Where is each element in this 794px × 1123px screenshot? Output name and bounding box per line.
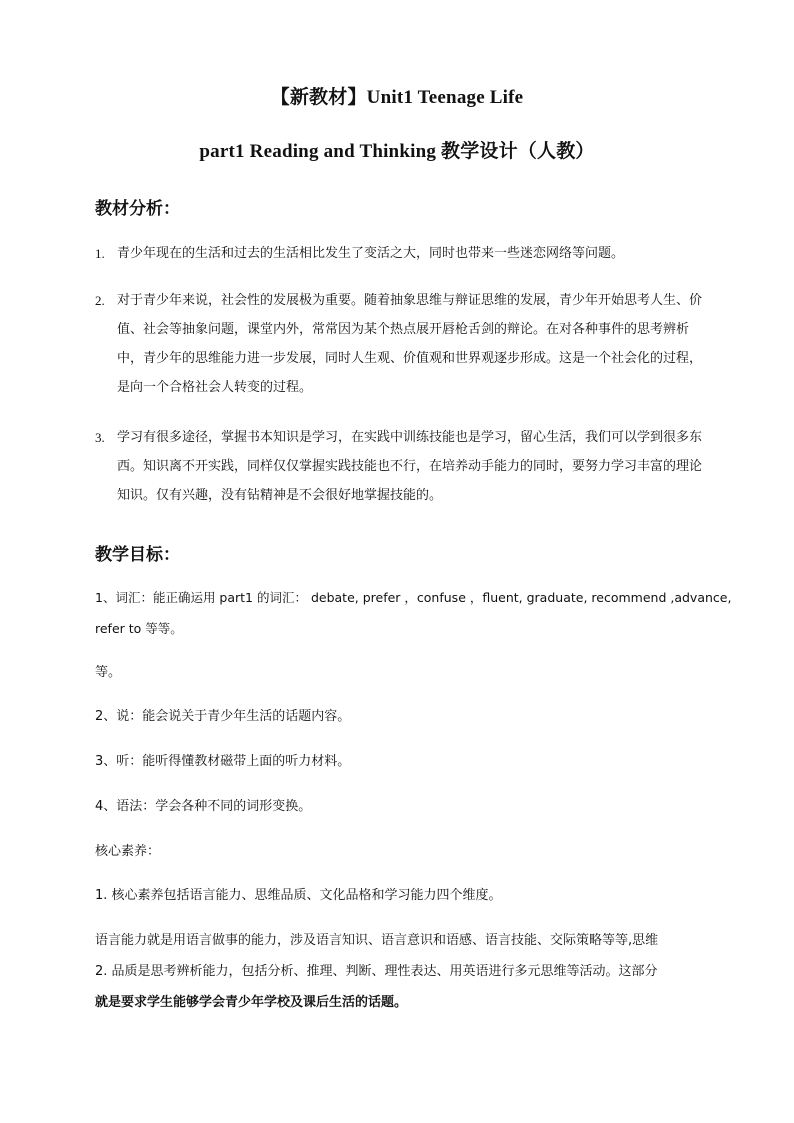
goal-vocabulary-cont: refer to 等等。 [95, 621, 183, 636]
core-item-2-line2: 2. 品质是思考辨析能力，包括分析、推理、判断、理性表达、用英语进行多元思维等活动。这部分 [95, 964, 658, 979]
document-subtitle: part1 Reading and Thinking 教学设计（人教） [199, 141, 595, 162]
core-heading: 核心素养： [95, 844, 161, 859]
goal-listening: 3、听：能听得懂教材磁带上面的听力材料。 [95, 754, 351, 769]
section-heading-analysis: 教材分析： [95, 199, 180, 219]
item-number: 1. [95, 246, 105, 261]
item-text: 青少年现在的生活和过去的生活相比发生了变活之大，同时也带来一些迷恋网络等问题。 [117, 246, 625, 261]
core-item-2-line3: 就是要求学生能够学会青少年学校及课后生活的话题。 [95, 995, 408, 1010]
item-text: 对于青少年来说，社会性的发展极为重要。随着抽象思维与辩证思维的发展，青少年开始思考人生、价值、社会等抽象问题，课堂内外，常常因为某个热点展开唇枪舌剑的辩论。在对各种事件的思考辨析中，青少年的思维能力进一步发展，同时人生观、价值观和世界观逐步形成。这是一个社会化的过程，是向一个合格社会人转变的过程。 [117, 293, 703, 395]
analysis-item-2 [95, 286, 707, 402]
document-title: 【新教材】Unit1 Teenage Life [270, 87, 524, 108]
item-number: 3. [95, 430, 105, 445]
goal-vocabulary: 1、词汇：能正确运用 part1 的词汇： debate, prefer ，confuse ，fluent, graduate, recommend ,advance, [95, 590, 732, 605]
goal-vocabulary-etc: 等。 [95, 665, 122, 680]
goal-grammar: 4、语法：学会各种不同的词形变换。 [95, 799, 312, 814]
goal-speaking: 2、说：能会说关于青少年生活的话题内容。 [95, 709, 351, 724]
core-item-1: 1. 核心素养包括语言能力、思维品质、文化品格和学习能力四个维度。 [95, 888, 502, 903]
section-heading-goals: 教学目标： [95, 545, 180, 565]
core-item-2-line1: 语言能力就是用语言做事的能力，涉及语言知识、语言意识和语感、语言技能、交际策略等等,思维 [95, 933, 659, 948]
analysis-item-3 [95, 423, 707, 510]
item-number: 2. [95, 293, 105, 308]
analysis-item-1 [95, 241, 707, 266]
item-text: 学习有很多途径，掌握书本知识是学习，在实践中训练技能也是学习，留心生活，我们可以学到很多东西。知识离不开实践，同样仅仅掌握实践技能也不行，在培养动手能力的同时，要努力学习丰富的理论知识。仅有兴趣，没有钻精神是不会很好地掌握技能的。 [117, 430, 703, 503]
